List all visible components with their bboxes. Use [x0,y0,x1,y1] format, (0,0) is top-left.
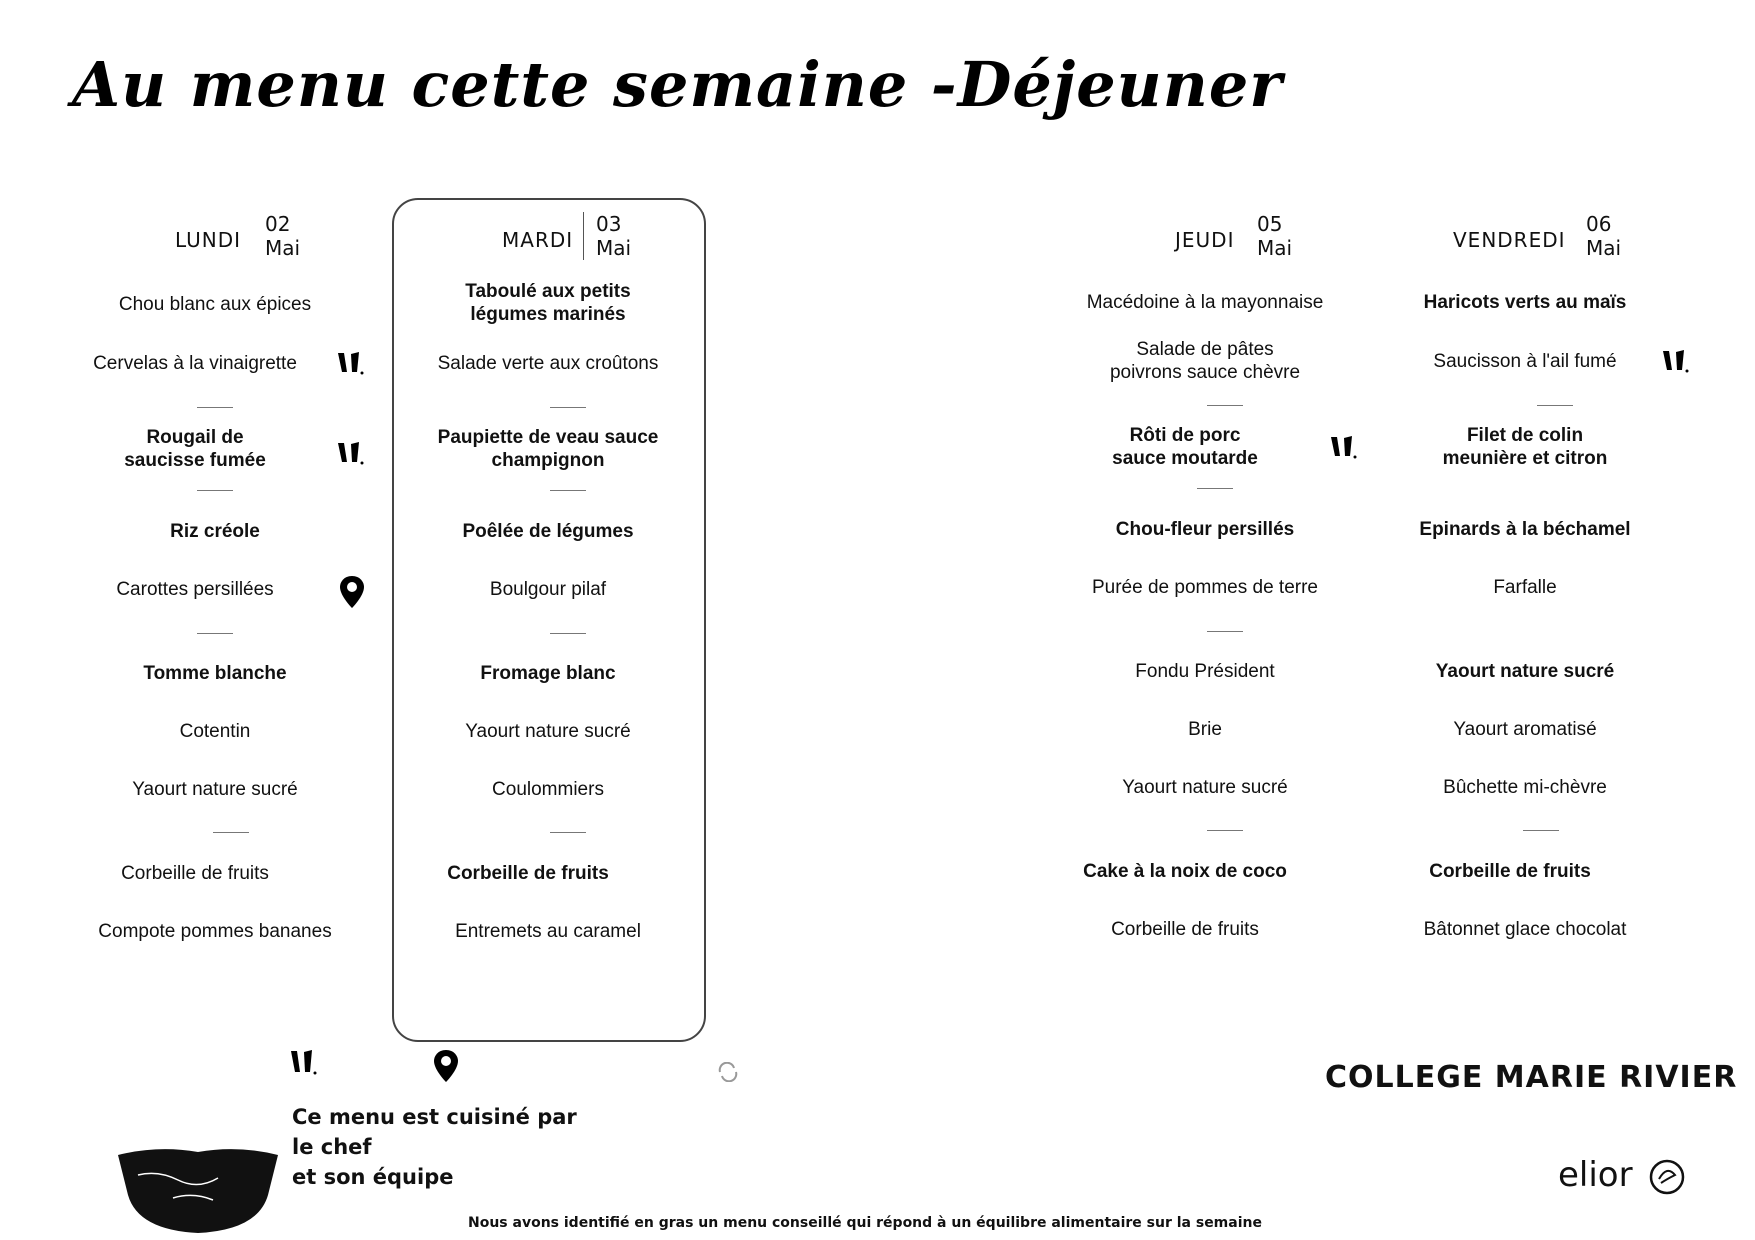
menu-item: Riz créole [170,521,260,542]
menu-item: Rougail de saucisse fumée [124,427,266,471]
day-date [1586,212,1621,260]
day-header [378,200,718,270]
day-date [265,212,300,260]
recycle-icon [717,1062,739,1082]
origin-france-icon [335,350,365,376]
menu-item: Paupiette de veau sauce champignon [437,427,659,471]
menu-item: Haricots verts au maïs [1423,292,1627,313]
divider [197,490,233,491]
day-header [1375,200,1715,270]
menu-item: Coulommiers [492,779,604,800]
menu-item: Cake à la noix de coco [1083,861,1287,882]
day-month: Mai [596,236,632,260]
day-column-vendredi [1375,200,1715,940]
menu-item: Corbeille de fruits [1111,919,1259,940]
chef-statement [292,1102,577,1192]
divider [550,407,586,408]
day-number: 03 [596,212,622,236]
day-header [1035,200,1375,270]
menu-item: Rôti de porc sauce moutarde [1112,425,1258,469]
origin-france-icon [288,1048,318,1078]
menu-item: Taboulé aux petits légumes marinés [465,281,631,325]
location-pin-icon [338,574,366,610]
header-divider [583,212,584,260]
divider [197,633,233,634]
day-header [45,200,385,270]
menu-item: Salade de pâtes poivrons sauce chèvre [1109,339,1301,383]
menu-item: Entremets au caramel [455,921,641,942]
day-name: VENDREDI [1453,228,1566,252]
menu-item: Farfalle [1493,577,1557,598]
day-number: 02 [265,212,291,236]
day-name: JEUDI [1175,228,1235,252]
brand-logo [1558,1155,1687,1197]
location-pin-icon [432,1048,460,1084]
divider [550,633,586,634]
menu-item: Tomme blanche [143,663,287,684]
menu-item: Boulgour pilaf [489,579,607,600]
menu-item: Corbeille de fruits [1429,861,1591,882]
day-month: Mai [1257,236,1293,260]
day-month: Mai [1586,236,1622,260]
menu-item: Fondu Président [1135,661,1275,682]
menu-item: Filet de colin meunière et citron [1442,425,1608,469]
menu-item: Corbeille de fruits [121,863,269,884]
footnote: Nous avons identifié en gras un menu conseillé qui répond à un équilibre alimentaire sur la semaine [468,1215,1262,1231]
menu-item: Carottes persillées [116,579,274,600]
origin-france-icon [1660,348,1690,374]
menu-item: Cervelas à la vinaigrette [93,353,297,374]
day-column-lundi [45,200,385,942]
menu-item: Yaourt nature sucré [465,721,631,742]
menu-item: Cotentin [179,721,251,742]
day-number: 05 [1257,212,1283,236]
menu-item: Yaourt nature sucré [1435,661,1615,682]
day-date [596,212,631,260]
menu-item: Bûchette mi-chèvre [1443,777,1607,798]
day-number: 06 [1586,212,1612,236]
menu-item: Yaourt nature sucré [1122,777,1288,798]
divider [550,490,586,491]
menu-item: Compote pommes bananes [98,921,332,942]
day-month: Mai [265,236,301,260]
chef-line: le chef [292,1135,372,1159]
menu-item: Corbeille de fruits [447,863,609,884]
menu-item: Bâtonnet glace chocolat [1423,919,1627,940]
day-column-mardi [378,200,718,942]
chef-logo-icon [118,1140,278,1235]
menu-item: Epinards à la béchamel [1419,519,1631,540]
school-name: COLLEGE MARIE RIVIER [1325,1060,1738,1095]
origin-france-icon [1328,434,1358,460]
divider [1523,830,1559,831]
menu-item: Macédoine à la mayonnaise [1086,292,1324,313]
chef-line: et son équipe [292,1165,454,1189]
elior-logo-icon [1647,1157,1687,1197]
menu-item: Chou-fleur persillés [1115,519,1295,540]
menu-item: Brie [1188,719,1222,740]
divider [197,407,233,408]
divider [1537,405,1573,406]
day-column-jeudi [1035,200,1375,940]
day-name: MARDI [502,228,574,252]
page-title: Au menu cette semaine -Déjeuner [72,48,1283,121]
divider [1207,830,1243,831]
divider [1207,631,1243,632]
divider [1207,405,1243,406]
divider [550,832,586,833]
divider [1197,488,1233,489]
menu-item: Purée de pommes de terre [1091,577,1318,598]
menu-item: Poêlée de légumes [462,521,634,542]
day-date [1257,212,1292,260]
chef-line: Ce menu est cuisiné par [292,1105,577,1129]
menu-item: Salade verte aux croûtons [437,353,659,374]
brand-name: elior [1558,1155,1633,1195]
divider [213,832,249,833]
menu-item: Yaourt aromatisé [1453,719,1597,740]
menu-item: Yaourt nature sucré [132,779,298,800]
menu-item: Chou blanc aux épices [118,294,312,315]
day-name: LUNDI [175,228,242,252]
menu-item: Saucisson à l'ail fumé [1433,351,1617,372]
origin-france-icon [335,440,365,466]
menu-item: Fromage blanc [480,663,616,684]
